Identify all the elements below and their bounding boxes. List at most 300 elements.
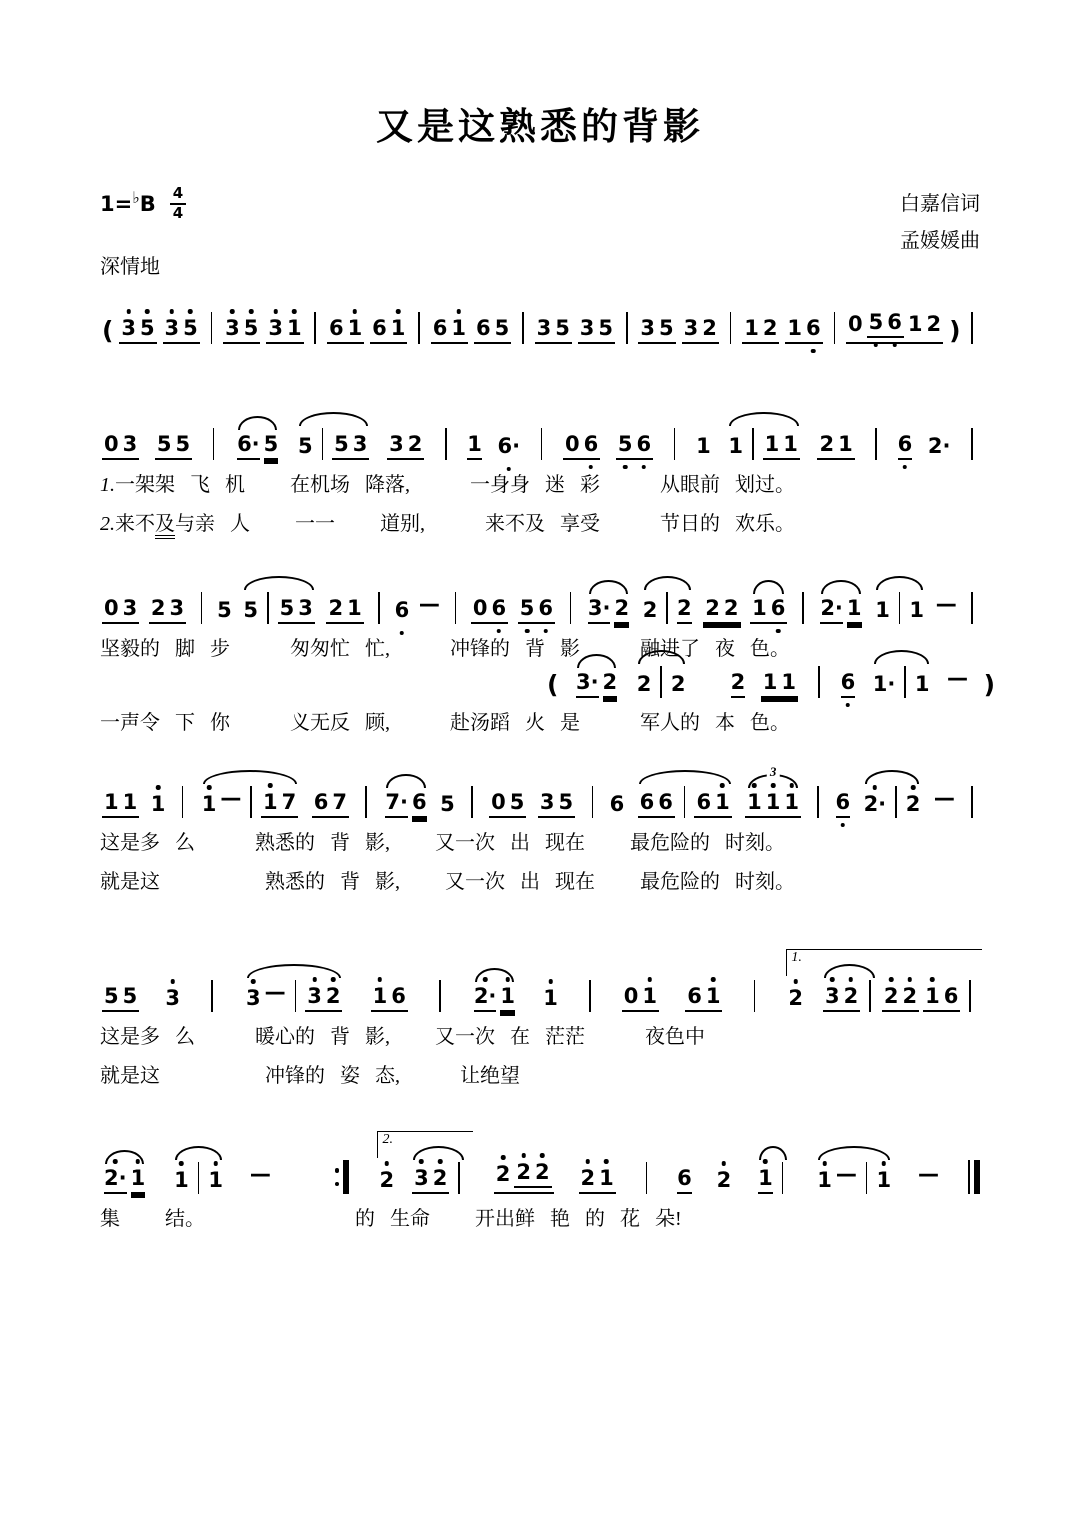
barline (182, 786, 184, 818)
time-signature-bottom: 4 (172, 203, 184, 222)
key-note: B (139, 191, 156, 216)
rest-note: 0 (848, 312, 863, 336)
beam-group (387, 432, 424, 460)
barline (250, 786, 252, 818)
notation-row (100, 408, 980, 460)
note: 1 (131, 1166, 146, 1194)
notation-row (100, 1126, 980, 1194)
note: 6 (806, 316, 821, 342)
tuplet-number: 3 (767, 764, 780, 780)
key-signature (100, 186, 186, 222)
slur-arc (753, 580, 784, 594)
note: 6 (836, 790, 851, 818)
slur-group (574, 670, 619, 698)
note: 1· (872, 672, 896, 696)
beam-group (278, 596, 315, 624)
note: 1 (599, 1166, 614, 1192)
barline (899, 592, 901, 624)
beam-group (261, 790, 298, 818)
barline (570, 592, 572, 624)
note: 2 (705, 596, 720, 620)
key-prefix: 1= (100, 191, 133, 216)
beam-group (312, 790, 349, 818)
beam-group (763, 432, 800, 460)
note: 1 (543, 986, 558, 1012)
slur-group (244, 980, 344, 1012)
slur-arc (874, 650, 929, 664)
dash-sustain: — (947, 666, 969, 690)
note: 6 (372, 316, 387, 340)
slur-arc (759, 1146, 787, 1160)
note: 6 (696, 790, 712, 814)
time-signature (170, 186, 186, 222)
note: 3 (225, 316, 240, 342)
note: 2 (603, 670, 618, 698)
slur-arc (244, 576, 313, 590)
barline (213, 428, 215, 460)
slur-group (862, 786, 923, 818)
slur-group (641, 592, 694, 624)
credits (900, 186, 980, 260)
barline (971, 786, 973, 818)
beam-group (305, 984, 342, 1012)
slur-group (410, 1162, 467, 1194)
thick-bar (974, 1160, 980, 1194)
rest-note: 0 (623, 984, 639, 1008)
note: 6 (313, 790, 329, 814)
barline (314, 312, 316, 344)
beam-group (923, 984, 960, 1012)
parenthesis: ( (102, 315, 114, 345)
parenthesis: ) (983, 669, 995, 699)
beam-group (163, 316, 200, 344)
note: 6· (498, 434, 521, 460)
note: 5 (598, 316, 613, 340)
beam-group (332, 432, 369, 460)
note: 1 (787, 316, 802, 340)
barline (869, 980, 871, 1012)
note: 3 (169, 596, 185, 620)
slur-arc (238, 416, 277, 430)
note: 5 (494, 316, 510, 340)
parenthesis: ( (547, 669, 559, 699)
note: 1 (747, 790, 762, 816)
note: 5 (122, 984, 138, 1008)
beam-group (578, 316, 615, 344)
note: 2 (642, 598, 658, 622)
barline (752, 428, 754, 460)
note: 5 (334, 431, 349, 456)
slur-arc (729, 412, 798, 426)
note: 2 (819, 431, 835, 456)
note: 5 (264, 432, 279, 460)
barline (522, 312, 524, 344)
beam-group (579, 1166, 616, 1194)
note: 5 (217, 598, 232, 622)
note: 6 (771, 596, 786, 622)
barline (418, 312, 420, 344)
note: 2· (104, 1166, 127, 1194)
barline (674, 428, 676, 460)
barline (589, 980, 591, 1012)
beam-group (638, 790, 675, 818)
slur-group (871, 666, 932, 698)
barline (267, 592, 269, 624)
note: 2 (906, 792, 921, 818)
beam-group (370, 316, 407, 344)
barline (971, 592, 973, 624)
barline (626, 312, 628, 344)
lyricist-credit: 白嘉信词 (900, 193, 980, 215)
ending-bracket-line (786, 949, 982, 976)
verse-number: 1. (100, 474, 115, 496)
slur-group (472, 984, 517, 1012)
verse-number: 2. (100, 513, 115, 535)
note: 1 (151, 792, 166, 818)
beam-group (266, 316, 303, 344)
note: 2 (902, 984, 917, 1010)
barline (971, 428, 973, 460)
beam-group (703, 596, 740, 624)
slur-group (750, 596, 787, 624)
slur-arc (589, 580, 628, 594)
flat-sign: ♭ (132, 188, 140, 208)
music-system-6 (100, 1126, 980, 1233)
beam-group (155, 432, 192, 460)
repeat-end-barline (335, 1160, 349, 1194)
note: 2· (474, 984, 497, 1012)
barline (541, 428, 543, 460)
ending-number: 2. (382, 1132, 393, 1148)
note: 2 (788, 986, 803, 1012)
barline (458, 1162, 460, 1194)
barline (904, 666, 906, 698)
slur-arc (386, 774, 425, 788)
note: 3 (165, 986, 180, 1012)
note: 3 (352, 431, 368, 456)
barline (201, 592, 203, 624)
note: 2 (496, 1162, 511, 1188)
note: 2 (702, 316, 717, 340)
beam-group (327, 316, 364, 344)
slur-arc (865, 770, 920, 784)
lyrics-line: 这是多 么 暖心的 背 影, 又一次 在 茫茫 夜色中 (100, 1026, 705, 1049)
note: 6 (898, 432, 913, 460)
lyric-syllable: 及 (155, 513, 175, 539)
barline (455, 592, 457, 624)
beam-group (785, 316, 822, 344)
note: 1 (766, 790, 781, 816)
note: 7 (281, 790, 297, 814)
beam-group (518, 596, 555, 624)
note: 3 (579, 316, 595, 340)
note: 2 (731, 670, 746, 698)
note: 6 (328, 316, 344, 340)
beam-group (682, 316, 719, 344)
barline (684, 786, 686, 818)
beam-group (563, 432, 600, 460)
lyrics-line: 2.来不及与亲 人 一一 道别, 来不及 享受 节日的 欢乐。 (100, 511, 980, 538)
beam-group (638, 316, 675, 344)
notation-row (100, 946, 980, 1012)
note: 3 (683, 316, 699, 340)
note: 1 (875, 598, 890, 622)
notation-row (100, 290, 980, 344)
note: 1 (451, 316, 466, 342)
barline (875, 428, 877, 460)
note: 6 (658, 790, 673, 814)
beam-group (514, 1160, 551, 1188)
beam-group (538, 790, 575, 818)
note: 6 (841, 670, 856, 698)
beam-group (474, 316, 511, 344)
barline (378, 592, 380, 624)
barline (365, 786, 367, 818)
note: 1 (467, 432, 482, 460)
note: 1 (263, 790, 278, 816)
music-system-5 (100, 946, 980, 1090)
note: 1 (847, 596, 862, 624)
slur-group (636, 786, 734, 818)
beam-group (119, 316, 156, 344)
slur-arc (818, 1146, 890, 1160)
note: 1 (104, 790, 119, 814)
slur-arc (247, 964, 341, 978)
note: 3 (268, 316, 283, 342)
repeat-dots (335, 1166, 340, 1188)
note: 1 (762, 670, 778, 694)
beam-group (867, 310, 904, 338)
note: 6 (584, 432, 599, 458)
note: 5 (140, 316, 155, 342)
note: 6 (609, 792, 625, 816)
note: 2 (535, 1160, 550, 1186)
note: 1 (752, 596, 767, 620)
beam-group (817, 432, 854, 460)
note: 2· (820, 596, 843, 624)
parenthesis: ) (949, 315, 961, 345)
note: 1 (715, 790, 730, 816)
beam-group (223, 316, 260, 344)
note: 1 (817, 1168, 832, 1194)
note: 1 (208, 1168, 223, 1194)
note: 1 (287, 316, 302, 342)
beam-group (761, 670, 798, 698)
note: 5 (183, 316, 198, 342)
note: 1 (784, 790, 799, 816)
note: 1 (391, 316, 406, 342)
beam-group (622, 984, 659, 1012)
music-system-verse (100, 408, 980, 538)
note: 6 (639, 790, 655, 814)
note: 5 (175, 431, 191, 456)
note: 2 (407, 431, 423, 456)
dash-sustain: — (933, 786, 955, 810)
barline (730, 312, 732, 344)
note: 5 (555, 316, 570, 340)
note: 1 (347, 596, 362, 620)
slur-group (726, 428, 801, 460)
dash-sustain: — (264, 980, 286, 1004)
notation-row (100, 572, 980, 624)
note: 5 (156, 431, 172, 456)
note: 5 (297, 433, 313, 458)
note: 2 (433, 1166, 448, 1192)
beam-group (694, 790, 731, 818)
note: 6 (395, 598, 410, 624)
slur-group (586, 596, 631, 624)
note: 7 (332, 790, 347, 814)
note: 5 (659, 316, 674, 340)
dash-sustain: — (418, 592, 440, 616)
slur-group (756, 1162, 790, 1194)
note: 2 (379, 1168, 394, 1194)
slur-group (635, 666, 688, 698)
note: 5 (244, 316, 259, 342)
note: 2 (762, 316, 778, 340)
barline (971, 312, 973, 344)
slur-arc (639, 770, 731, 784)
barline (445, 428, 447, 460)
rest-note: 0 (472, 596, 488, 620)
note: 6 (887, 310, 902, 336)
note: 2· (864, 792, 887, 818)
note: 1 (696, 433, 711, 458)
note: 3 (307, 984, 322, 1010)
slur-arc (821, 580, 860, 594)
barline (295, 980, 297, 1012)
note: 3 (122, 596, 138, 620)
beam-group (371, 984, 408, 1012)
beam-group (102, 790, 139, 818)
ending-bracket-group (786, 950, 978, 1012)
note: 6 (943, 984, 959, 1008)
song-title: 又是这熟悉的背影 (376, 107, 704, 148)
thin-bar (968, 1160, 970, 1194)
note: 2 (717, 1168, 732, 1194)
note: 1 (122, 790, 138, 814)
lyrics-line: 就是这 冲锋的 姿 态, 让绝望 (100, 1065, 520, 1088)
note: 2 (670, 672, 686, 696)
note: 2 (844, 984, 859, 1010)
lyrics-line: 一声令 下 你 义无反 顾, 赴汤蹈 火 是 军人的 本 色。 (100, 712, 790, 735)
beam-group (742, 316, 779, 344)
slur-arc (644, 576, 691, 590)
note: 5 (618, 432, 633, 458)
rest-note: 0 (104, 596, 119, 620)
slur-group (818, 596, 863, 624)
note: 1 (838, 431, 853, 456)
time-signature-top: 4 (170, 186, 186, 205)
note: 6 (432, 316, 448, 340)
beam-group (489, 790, 526, 818)
note: 6 (538, 596, 553, 622)
note: 5 (509, 790, 525, 814)
note: 2 (326, 984, 341, 1010)
slur-group (821, 980, 878, 1012)
beam-group (535, 316, 572, 344)
rest-note: 0 (104, 431, 119, 456)
barline (592, 786, 594, 818)
note: 3 (640, 316, 656, 340)
note: 2 (614, 596, 629, 624)
composer-credit: 孟媛媛曲 (900, 230, 980, 252)
barline (817, 786, 819, 818)
dash-sustain: — (917, 1162, 939, 1186)
note: 2 (884, 984, 899, 1010)
note: 7· (385, 790, 408, 818)
beam-group (102, 432, 139, 460)
note: 5 (440, 792, 455, 816)
barline (198, 1162, 200, 1194)
note: 2 (150, 596, 166, 620)
note: 3 (825, 984, 840, 1010)
note: 1 (744, 316, 759, 340)
slur-group (815, 1162, 893, 1194)
note: 3 (121, 316, 136, 342)
barline (439, 980, 441, 1012)
note: 1 (202, 792, 217, 818)
note: 6 (491, 596, 506, 622)
barline (866, 1162, 868, 1194)
barline (895, 786, 897, 818)
lyrics-line: 1.一架架 飞 机 在机场 降落, 一身身 迷 彩 从眼前 划过。 (100, 474, 795, 496)
beam-group (823, 984, 860, 1012)
note: 3 (165, 316, 180, 342)
barline (834, 312, 836, 344)
note: 5 (869, 310, 884, 336)
rest-note: 0 (491, 790, 506, 814)
note: 3 (536, 316, 552, 340)
barline (211, 312, 213, 344)
note: 3 (246, 986, 261, 1012)
note: 6· (237, 432, 260, 460)
note: 3 (122, 431, 138, 456)
dash-sustain: — (220, 786, 242, 810)
note: 3 (298, 596, 313, 620)
note: 1 (728, 433, 743, 458)
barline (818, 666, 820, 698)
beam-group (149, 596, 186, 624)
note: 1 (500, 984, 515, 1012)
dash-sustain: — (835, 1162, 857, 1186)
beam-group (846, 310, 943, 344)
dash-sustain: — (935, 592, 957, 616)
note: 5 (558, 790, 574, 814)
note: 6 (677, 1166, 692, 1194)
note: 3 (539, 790, 555, 814)
barline (660, 666, 662, 698)
note: 2 (677, 596, 692, 624)
note: 3· (588, 596, 611, 624)
beam-group (471, 596, 508, 624)
note: 5 (279, 596, 295, 620)
notation-row (545, 648, 997, 698)
barline (646, 1162, 648, 1194)
rest-note: 0 (565, 431, 580, 456)
slur-group (873, 592, 926, 624)
note: 1 (781, 670, 796, 694)
note: 5 (243, 598, 258, 622)
ending-number: 1. (791, 950, 802, 966)
tempo-marking: 深情地 (100, 256, 160, 278)
barline (666, 592, 668, 624)
beam-group (616, 432, 653, 460)
slur-arc (876, 576, 923, 590)
beam-group (431, 316, 468, 344)
slur-group (172, 1162, 225, 1194)
note: 1 (909, 598, 925, 622)
